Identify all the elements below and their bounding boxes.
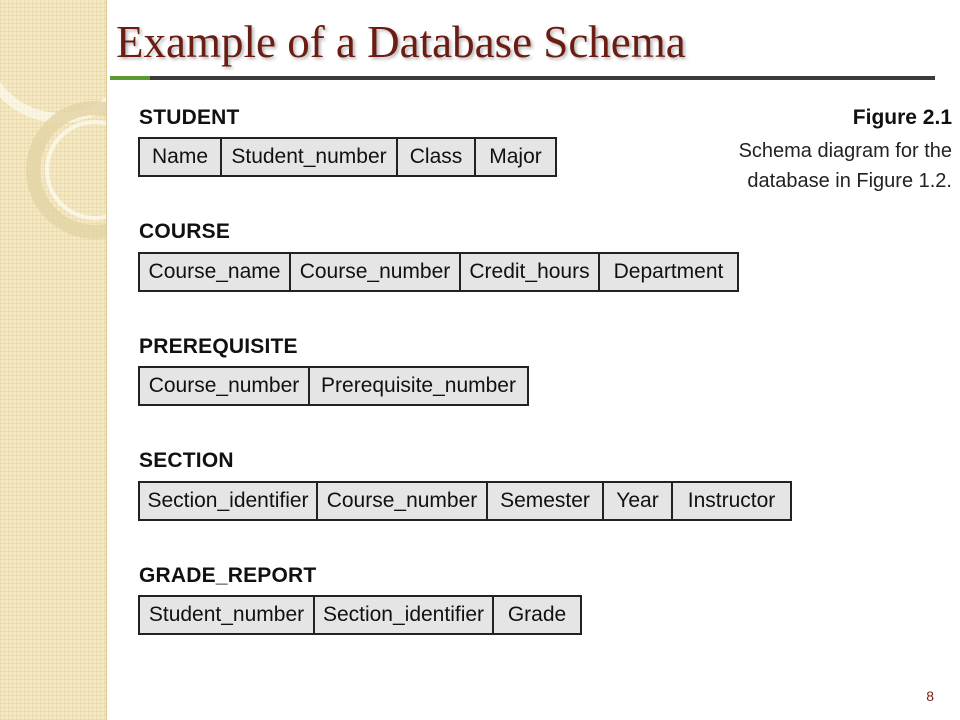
relation-prerequisite [138,366,529,406]
attribute-cell: Prerequisite_number [321,374,516,397]
attribute-cell: Name [140,139,222,175]
attribute-cell: Year [604,483,673,519]
attribute-cell: Course_number [318,483,488,519]
relation-student [138,137,557,177]
attribute-cell: Department [613,260,724,283]
title-divider-rule [150,76,935,80]
relation-name-section: SECTION [139,449,234,472]
attribute-cell: Major [489,145,542,168]
slide-title: Example of a Database Schema [116,17,686,67]
relation-name-student: STUDENT [139,106,240,129]
attribute-cell: Credit_hours [461,254,600,290]
attribute-cell: Semester [488,483,604,519]
decorative-side-panel [0,0,107,720]
attribute-cell: Section_identifier [140,483,318,519]
relation-name-course: COURSE [139,220,231,243]
figure-label: Figure 2.1 [852,106,952,129]
figure-caption-line: Schema diagram for the [738,140,952,162]
relation-name-grade-report: GRADE_REPORT [139,564,317,587]
relation-name-prerequisite: PREREQUISITE [139,335,298,358]
title-accent-rule [110,76,150,80]
attribute-cell: Course_name [140,254,291,290]
decorative-circles [0,0,106,720]
attribute-cell: Section_identifier [315,597,494,633]
page-number: 8 [926,688,934,704]
relation-grade-report [138,595,582,635]
figure-caption [739,136,952,196]
attribute-cell: Student_number [222,139,398,175]
attribute-cell: Instructor [687,489,776,512]
attribute-cell: Grade [507,603,567,626]
relation-section [138,481,792,521]
attribute-cell: Class [398,139,476,175]
attribute-cell: Student_number [140,597,315,633]
attribute-cell: Course_number [291,254,461,290]
figure-caption-line: database in Figure 1.2. [747,170,952,192]
relation-course [138,252,739,292]
attribute-cell: Course_number [140,368,310,404]
